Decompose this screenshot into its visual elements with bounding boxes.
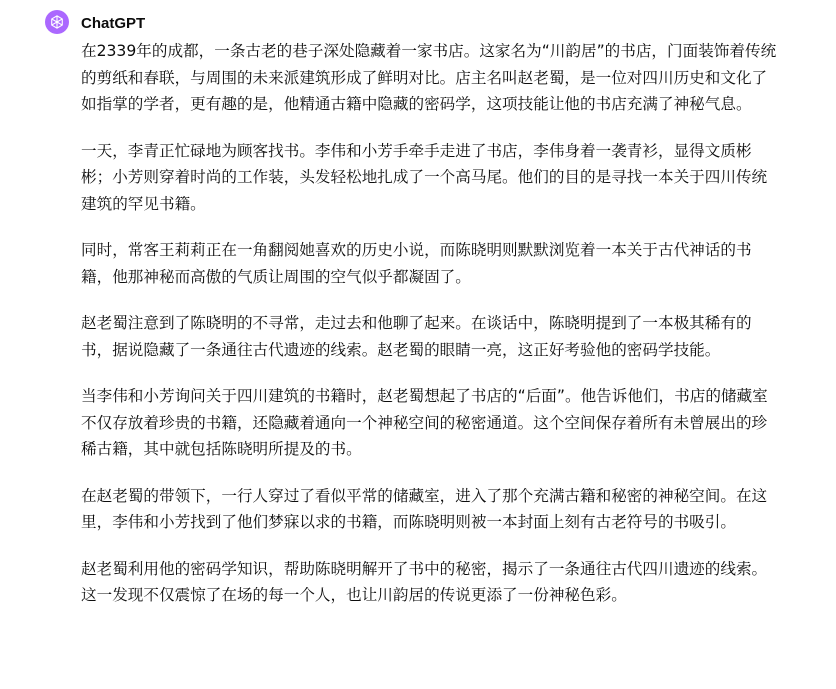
message-paragraph: 赵老蜀利用他的密码学知识，帮助陈晓明解开了书中的秘密，揭示了一条通往古代四川遗迹的线索。这一发现不仅震惊了在场的每一个人，也让川韵居的传说更添了一份神秘色彩。	[81, 559, 768, 604]
message-paragraph: 同时，常客王莉莉正在一角翻阅她喜欢的历史小说，而陈晓明则默默浏览着一本关于古代神话的书籍，他那神秘而高傲的气质让周围的空气似乎都凝固了。	[81, 241, 752, 286]
message-paragraph: 赵老蜀注意到了陈晓明的不寻常，走过去和他聊了起来。在谈话中，陈晓明提到了一本极其稀有的书，据说隐藏了一条通往古代遗迹的线索。赵老蜀的眼睛一亮，这正好考验他的密码学技能。	[81, 314, 752, 359]
message-content	[81, 38, 781, 629]
message-paragraph: 一天，李青正忙碌地为顾客找书。李伟和小芳手牵手走进了书店，李伟身着一袭青衫，显得文质彬彬；小芳则穿着时尚的工作装，头发轻松地扎成了一个高马尾。他们的目的是寻找一本关于四川传统建筑的罕见书籍。	[81, 141, 768, 213]
message-paragraph: 在2339年的成都，一条古老的巷子深处隐藏着一家书店。这家名为“川韵居”的书店，门面装饰着传统的剪纸和春联，与周围的未来派建筑形成了鲜明对比。店主名叫赵老蜀，是一位对四川历史和文化了如指掌的学者，更有趣的是，他精通古籍中隐藏的密码学，这项技能让他的书店充满了神秘气息。	[81, 42, 777, 113]
assistant-avatar	[45, 10, 69, 34]
scroll-fade	[45, 675, 835, 689]
openai-logo-icon	[49, 14, 65, 30]
message-paragraph: 当李伟和小芳询问关于四川建筑的书籍时，赵老蜀想起了书店的“后面”。他告诉他们，书店的储藏室不仅存放着珍贵的书籍，还隐藏着通向一个神秘空间的秘密通道。这个空间保存着所有未曾展出的珍稀古籍，其中就包括陈晓明所提及的书。	[81, 387, 768, 458]
assistant-message	[45, 10, 835, 689]
message-author: ChatGPT	[81, 15, 146, 32]
message-paragraph: 在赵老蜀的带领下，一行人穿过了看似平常的储藏室，进入了那个充满古籍和秘密的神秘空间。在这里，李伟和小芳找到了他们梦寐以求的书籍，而陈晓明则被一本封面上刻有古老符号的书吸引。	[81, 486, 768, 531]
